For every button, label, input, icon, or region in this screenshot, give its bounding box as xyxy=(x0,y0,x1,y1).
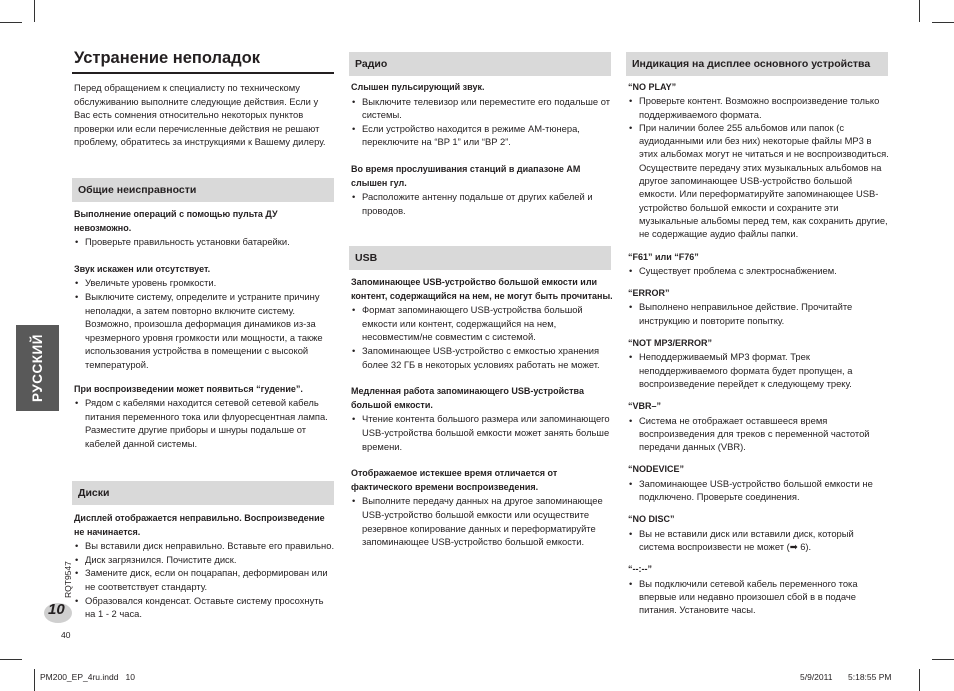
list-item: • Проверьте правильность установки батарейки. xyxy=(74,235,336,249)
list-item: • Замените диск, если он поцарапан, деформирован или не соответствует стандарту. xyxy=(74,566,336,593)
list-item: • Выполнено неправильное действие. Прочитайте инструкцию и повторите попытку. xyxy=(628,300,890,327)
problem-heading: Звук искажен или отсутствует. xyxy=(74,263,211,274)
problem-heading: “NOT MP3/ERROR” xyxy=(628,338,713,349)
list-item: • Выключите телевизор или переместите его подальше от системы. xyxy=(351,95,613,122)
section-header-general: Общие неисправности xyxy=(72,178,334,202)
list-item: • Чтение контента большого размера или запоминающего USB-устройства большой емкости может занять больше времени. xyxy=(351,412,613,453)
crop-mark xyxy=(919,0,920,22)
problem-heading: Слышен пульсирующий звук. xyxy=(351,82,485,92)
problem-heading: “ERROR” xyxy=(628,288,670,299)
section-header-radio: Радио xyxy=(349,52,611,76)
crop-mark xyxy=(0,659,22,660)
problem-heading: Запоминающее USB-устройство большой емкости или контент, содержащийся на нем, не могут быть прочитаны. xyxy=(351,277,613,301)
problem-heading: “F61” или “F76” xyxy=(628,251,699,262)
crop-mark xyxy=(932,22,954,23)
list-item: • Проверьте контент. Возможно воспроизведение только поддерживаемого формата. xyxy=(628,94,890,121)
intro-text: Перед обращением к специалисту по техническому обслуживанию выполните следующие действия. Если у Вас есть сомнения относительно некоторых пунктов проверки или если перечисленные действия не решают проблему, обратитесь за инструкциями к Вашему дилеру. xyxy=(74,82,326,148)
crop-mark xyxy=(919,669,920,691)
page-number: 10 xyxy=(48,601,65,618)
footer-file: PM200_EP_4ru.indd 10 xyxy=(40,672,135,682)
language-label: РУССКИЙ xyxy=(30,334,45,402)
section-header-display: Индикация на дисплее основного устройства xyxy=(626,52,888,76)
problem-heading: “NO PLAY” xyxy=(628,82,677,92)
list-item: • Неподдерживаемый MP3 формат. Трек неподдерживаемого формата будет пропущен, а воспроизведение перейдет к следующему треку. xyxy=(628,350,890,390)
list-item: • Вы подключили сетевой кабель переменного тока впервые или недавно произошел сбой в в подаче питания. Установите часы. xyxy=(628,577,890,617)
section-radio xyxy=(351,81,613,217)
list-item: • Увеличьте уровень громкости. xyxy=(74,276,336,290)
list-item: • Диск загрязнился. Почистите диск. xyxy=(74,553,336,567)
section-display xyxy=(628,81,890,616)
section-general xyxy=(74,208,336,451)
title-divider xyxy=(72,72,334,74)
list-item: • Существует проблема с электроснабжением. xyxy=(628,264,890,277)
problem-heading: Дисплей отображается неправильно. Воспроизведение не начинается. xyxy=(74,513,325,537)
problem-heading: Выполнение операций с помощью пульта ДУ невозможно. xyxy=(74,209,278,233)
problem-heading: Во время прослушивания станций в диапазоне АМ слышен гул. xyxy=(351,163,581,188)
crop-mark xyxy=(0,22,22,23)
list-item: • При наличии более 255 альбомов или папок (с аудиоданными или без них) некоторые файлы MP3 в этих альбомах могут не читаться и не воспроизводиться. Осуществите передачу этих музыкальных альбомов на другое запоминающее USB-устройство большой емкости. Или переформатируйте запоминающее USB-устройство большой емкости и сохраните эти музыкальные альбомы перед тем, как сохранить другие, не содержащие аудио файлы папки. xyxy=(628,121,890,241)
doc-code: RQT9547 xyxy=(63,561,73,598)
problem-heading: При воспроизведении может появиться “гудение”. xyxy=(74,383,303,394)
page-number-small: 40 xyxy=(61,630,71,640)
footer-time: 5:18:55 PM xyxy=(848,672,892,682)
crop-mark xyxy=(932,659,954,660)
list-item: • Рядом с кабелями находится сетевой сетевой кабель питания переменного тока или флуоресцентная лампа. Разместите другие приборы и шнуры подальше от кабелей данной системы. xyxy=(74,396,336,450)
problem-heading: “--:--” xyxy=(628,564,652,575)
section-usb xyxy=(351,276,613,549)
list-item: • Образовался конденсат. Оставьте систему просохнуть на 1 - 2 часа. xyxy=(74,594,336,621)
list-item: • Выполните передачу данных на другое запоминающее USB-устройство большой емкости или осуществите резервное копирование данных и переформатируйте запоминающее USB-устройство большой емкости. xyxy=(351,494,613,548)
section-header-disks: Диски xyxy=(72,481,334,505)
problem-heading: Отображаемое истекшее время отличается от фактического времени воспроизведения. xyxy=(351,468,558,492)
list-item: • Вы вставили диск неправильно. Вставьте его правильно. xyxy=(74,539,336,553)
list-item: • Запоминающее USB-устройство большой емкости не подключено. Проверьте соединения. xyxy=(628,477,890,504)
problem-heading: “VBR–” xyxy=(628,401,662,412)
page-title: Устранение неполадок xyxy=(74,49,260,67)
list-item: • Формат запоминающего USB-устройства большой емкости или контент, содержащийся на нем, несовместим/не совместим с системой. xyxy=(351,303,613,344)
list-item: • Система не отображает оставшееся время воспроизведения для треков с переменной частотой передачи данных (VBR). xyxy=(628,414,890,454)
crop-mark xyxy=(34,669,35,691)
problem-heading: Медленная работа запоминающего USB-устройства большой емкости. xyxy=(351,386,584,410)
list-item: • Выключите систему, определите и устраните причину неполадки, а затем повторно включите систему. Возможно, произошла деформация динамиков из-за чрезмерного уровня громкости или мощности, а также использования устройства в помещении с высокой температурой. xyxy=(74,290,336,372)
crop-mark xyxy=(34,0,35,22)
section-disks xyxy=(74,512,336,621)
list-item: • Запоминающее USB-устройство с емкостью хранения более 32 ГБ в некоторых условиях работать не может. xyxy=(351,344,613,371)
list-item: • Вы не вставили диск или вставили диск, который система воспроизвести не может (➡ 6). xyxy=(628,527,890,554)
list-item: • Расположите антенну подальше от других кабелей и проводов. xyxy=(351,190,613,217)
problem-heading: “NODEVICE” xyxy=(628,464,685,475)
footer-date: 5/9/2011 xyxy=(800,672,833,682)
section-header-usb: USB xyxy=(349,246,611,270)
problem-heading: “NO DISC” xyxy=(628,514,675,525)
list-item: • Если устройство находится в режиме АМ-тюнера, переключите на “BP 1” или “BP 2”. xyxy=(351,122,613,149)
